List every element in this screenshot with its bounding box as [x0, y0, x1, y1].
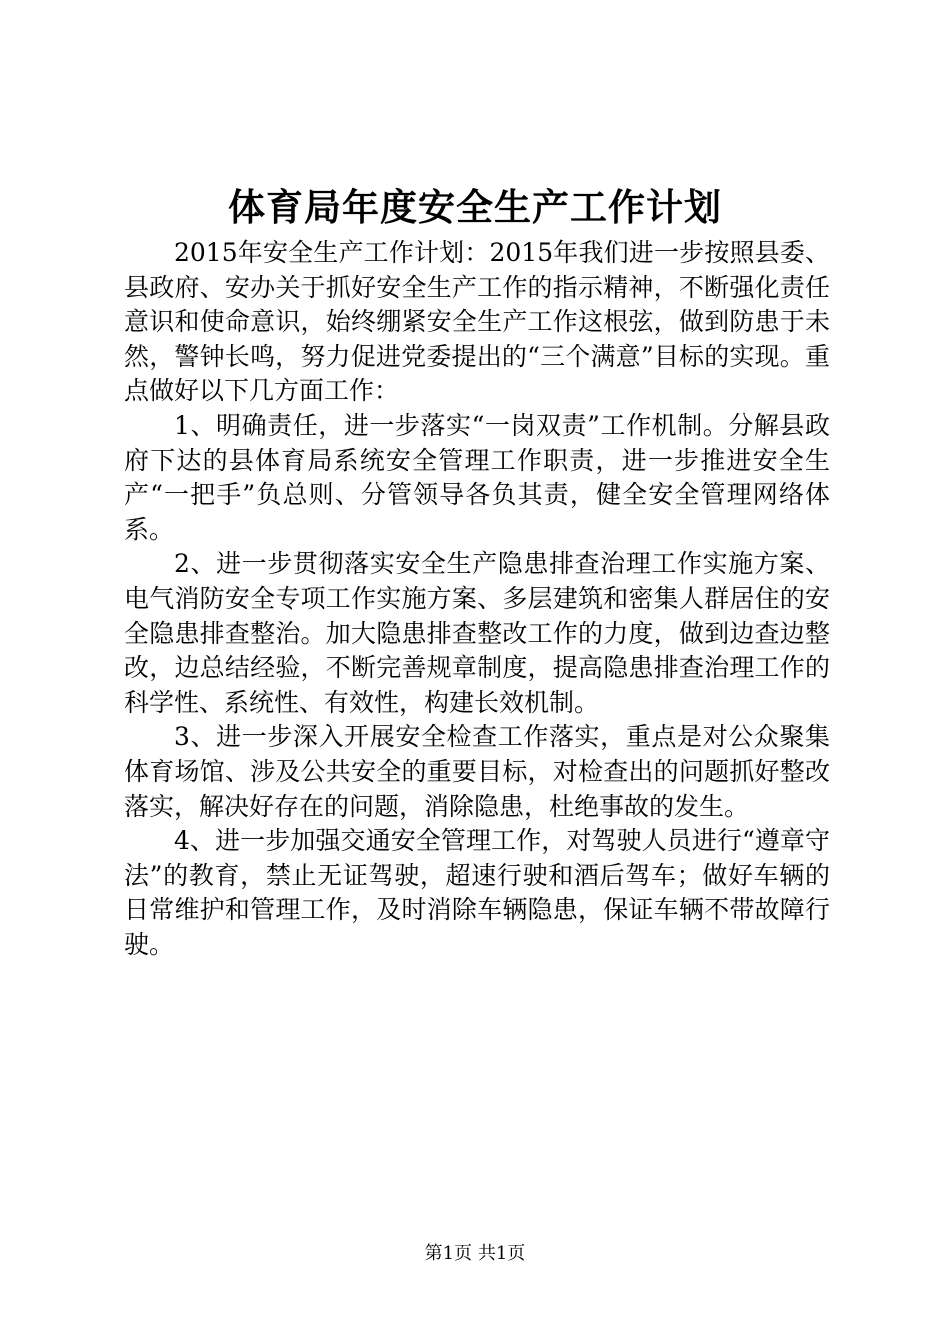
paragraph-item-2: 2、进一步贯彻落实安全生产隐患排查治理工作实施方案、电气消防安全专项工作实施方案、多层建筑和密集人群居住的安全隐患排查整治。加大隐患排查整改工作的力度，做到边查边整改，边总结经验，不断完善规章制度，提高隐患排查治理工作的科学性、系统性、有效性，构建长效机制。 — [124, 549, 830, 717]
document-body — [124, 236, 830, 962]
page-number-footer: 第1页 共1页 — [424, 1243, 526, 1264]
paragraph-item-3: 3、进一步深入开展安全检查工作落实，重点是对公众聚集体育场馆、涉及公共安全的重要目标，对检查出的问题抓好整改落实，解决好存在的问题，消除隐患，杜绝事故的发生。 — [124, 722, 830, 821]
document-title: 体育局年度安全生产工作计划 — [228, 186, 722, 229]
paragraph-item-4: 4、进一步加强交通安全管理工作，对驾驶人员进行“遵章守法”的教育，禁止无证驾驶，超速行驶和酒后驾车；做好车辆的日常维护和管理工作，及时消除车辆隐患，保证车辆不带故障行驶。 — [124, 826, 830, 959]
paragraph-item-1: 1、明确责任，进一步落实“一岗双责”工作机制。分解县政府下达的县体育局系统安全管理工作职责，进一步推进安全生产“一把手”负总则、分管领导各负其责，健全安全管理网络体系。 — [124, 410, 830, 544]
paragraph-intro: 2015年安全生产工作计划：2015年我们进一步按照县委、县政府、安办关于抓好安全生产工作的指示精神，不断强化责任意识和使命意识，始终绷紧安全生产工作这根弦，做到防患于未然，警钟长鸣，努力促进党委提出的“三个满意”目标的实现。重点做好以下几方面工作： — [124, 238, 830, 406]
